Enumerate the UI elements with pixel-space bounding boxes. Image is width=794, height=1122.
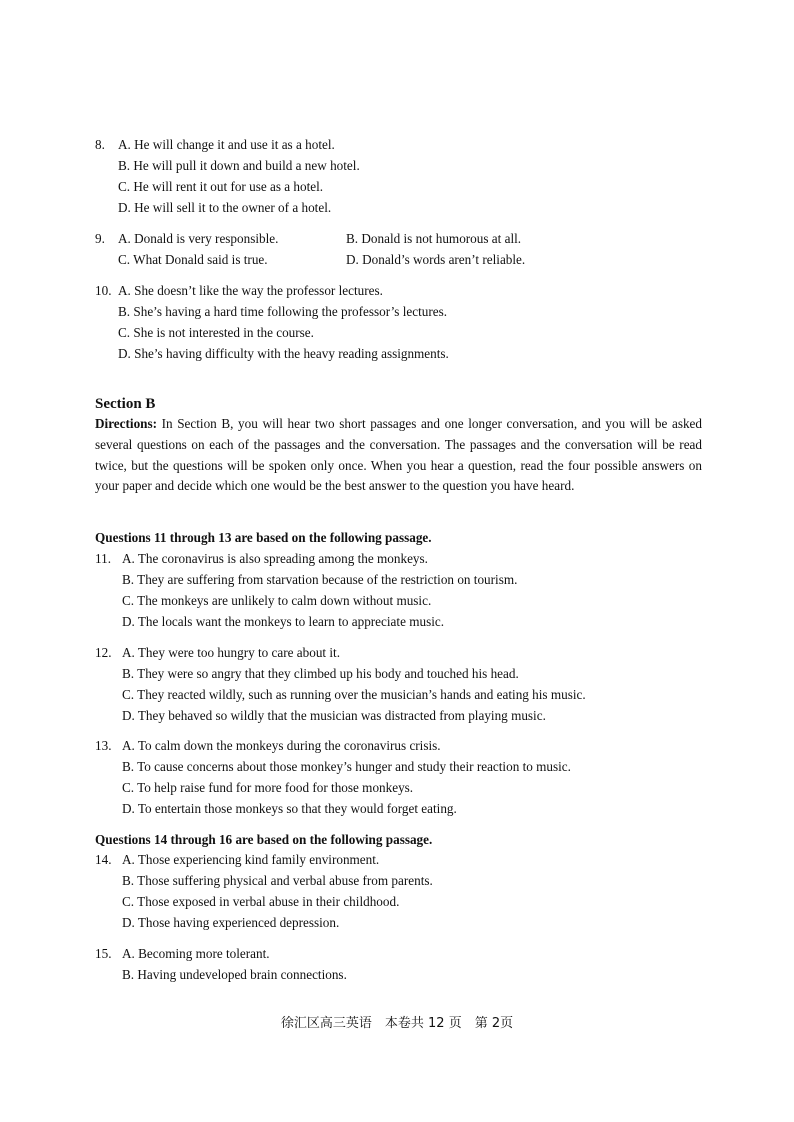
option-b: B. They are suffering from starvation because of the restriction on tourism. bbox=[122, 572, 518, 587]
option-c: C. She is not interested in the course. bbox=[118, 325, 314, 340]
option-d: D. Donald’s words aren’t reliable. bbox=[346, 252, 526, 267]
question-number: 10. bbox=[95, 283, 112, 298]
option-b: B. They were so angry that they climbed up his body and touched his head. bbox=[122, 666, 519, 681]
option-b: B. To cause concerns about those monkey’s hunger and study their reaction to music. bbox=[122, 759, 571, 774]
question-number: 9. bbox=[95, 231, 105, 246]
page-footer: 徐汇区高三英语 本卷共 12 页 第 2页 bbox=[280, 1016, 514, 1031]
question-number: 11. bbox=[95, 551, 111, 566]
option-a: A. He will change it and use it as a hotel. bbox=[118, 137, 335, 152]
option-d: D. To entertain those monkeys so that they would forget eating. bbox=[122, 801, 457, 816]
question-number: 15. bbox=[95, 946, 112, 961]
option-a: A. Donald is very responsible. bbox=[118, 231, 279, 246]
question-number: 8. bbox=[95, 137, 105, 152]
option-a: A. They were too hungry to care about it. bbox=[122, 645, 341, 660]
group-2-heading: Questions 14 through 16 are based on the following passage. bbox=[95, 832, 433, 847]
option-b: B. She’s having a hard time following the professor’s lectures. bbox=[118, 304, 448, 319]
directions-label: Directions: bbox=[95, 416, 158, 431]
option-b: B. Having undeveloped brain connections. bbox=[122, 967, 347, 982]
option-c: C. They reacted wildly, such as running over the musician’s hands and eating his music. bbox=[122, 687, 586, 702]
option-b: B. Those suffering physical and verbal abuse from parents. bbox=[122, 873, 433, 888]
option-c: C. To help raise fund for more food for those monkeys. bbox=[122, 780, 414, 795]
option-b: B. He will pull it down and build a new hotel. bbox=[118, 158, 360, 173]
option-a: A. She doesn’t like the way the professor lectures. bbox=[118, 283, 383, 298]
option-c: C. He will rent it out for use as a hotel. bbox=[118, 179, 324, 194]
option-d: D. They behaved so wildly that the musician was distracted from playing music. bbox=[122, 708, 546, 723]
option-d: D. Those having experienced depression. bbox=[122, 915, 340, 930]
question-number: 13. bbox=[95, 738, 112, 753]
option-c: C. What Donald said is true. bbox=[118, 252, 268, 267]
option-a: A. Those experiencing kind family environment. bbox=[122, 852, 380, 867]
option-d: D. She’s having difficulty with the heavy reading assignments. bbox=[118, 346, 449, 361]
group-1-heading: Questions 11 through 13 are based on the following passage. bbox=[95, 530, 432, 545]
option-a: A. The coronavirus is also spreading among the monkeys. bbox=[122, 551, 428, 566]
section-b-title: Section B bbox=[95, 396, 156, 412]
question-number: 14. bbox=[95, 852, 112, 867]
option-d: D. The locals want the monkeys to learn to appreciate music. bbox=[122, 614, 445, 629]
option-c: C. Those exposed in verbal abuse in their childhood. bbox=[122, 894, 400, 909]
question-number: 12. bbox=[95, 645, 112, 660]
section-b-directions bbox=[95, 414, 702, 497]
directions-text: In Section B, you will hear two short passages and one longer conversation, and you will be asked several questions on each of the passages and the conversation. The passages and the conversation will be read twice, but the questions will be spoken only once. When you hear a question, read the four possible answers on your paper and decide which one would be the best answer to the question you have heard. bbox=[95, 416, 702, 494]
option-c: C. The monkeys are unlikely to calm down without music. bbox=[122, 593, 432, 608]
option-a: A. Becoming more tolerant. bbox=[122, 946, 270, 961]
option-a: A. To calm down the monkeys during the coronavirus crisis. bbox=[122, 738, 441, 753]
option-d: D. He will sell it to the owner of a hotel. bbox=[118, 200, 332, 215]
option-b: B. Donald is not humorous at all. bbox=[346, 231, 522, 246]
